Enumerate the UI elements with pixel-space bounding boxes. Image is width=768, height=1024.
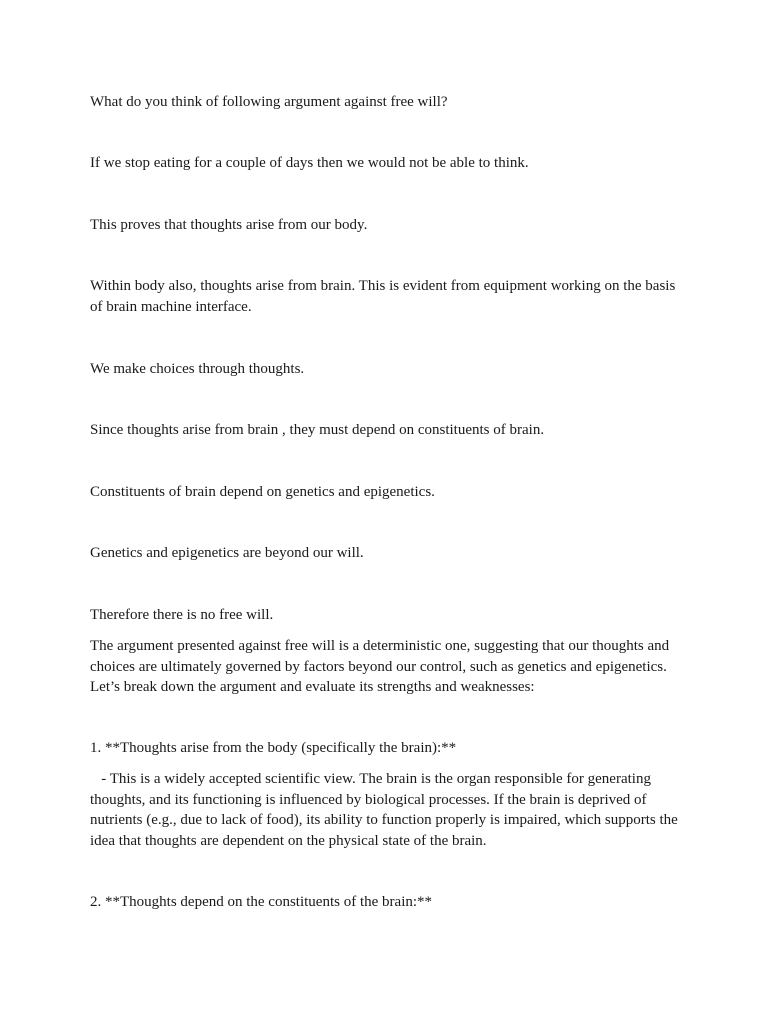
argument-premise-brain: Within body also, thoughts arise from brain. This is evident from equipment working on the basis of brain machine interface. (90, 278, 676, 315)
question-paragraph: What do you think of following argument against free will? (90, 94, 448, 110)
argument-conclusion: Therefore there is no free will. (90, 607, 274, 623)
response-point-2-heading: 2. **Thoughts depend on the constituents of the brain:** (90, 894, 433, 910)
argument-premise-constituents: Since thoughts arise from brain , they must depend on constituents of brain. (90, 422, 545, 438)
response-intro-paragraph: The argument presented against free will is a deterministic one, suggesting that our thoughts and choices are ultimately governed by factors beyond our control, such as genetics and epigenetics. Let’s break down the argument and evaluate its strengths and weaknesses: (90, 638, 670, 696)
argument-premise-beyond-will: Genetics and epigenetics are beyond our will. (90, 545, 364, 561)
argument-premise-choices: We make choices through thoughts. (90, 361, 305, 377)
argument-premise-eating: If we stop eating for a couple of days then we would not be able to think. (90, 155, 529, 171)
response-point-1-heading: 1. **Thoughts arise from the body (specifically the brain):** (90, 740, 457, 756)
response-point-1-body: - This is a widely accepted scientific view. The brain is the organ responsible for generating thoughts, and its functioning is influenced by biological processes. If the brain is deprived of nutrients (e.g., due to lack of food), its ability to function properly is impaired, which supports the idea that thoughts are dependent on the physical state of the brain. (90, 771, 682, 849)
argument-premise-genetics: Constituents of brain depend on genetics and epigenetics. (90, 484, 435, 500)
argument-premise-body: This proves that thoughts arise from our body. (90, 217, 368, 233)
